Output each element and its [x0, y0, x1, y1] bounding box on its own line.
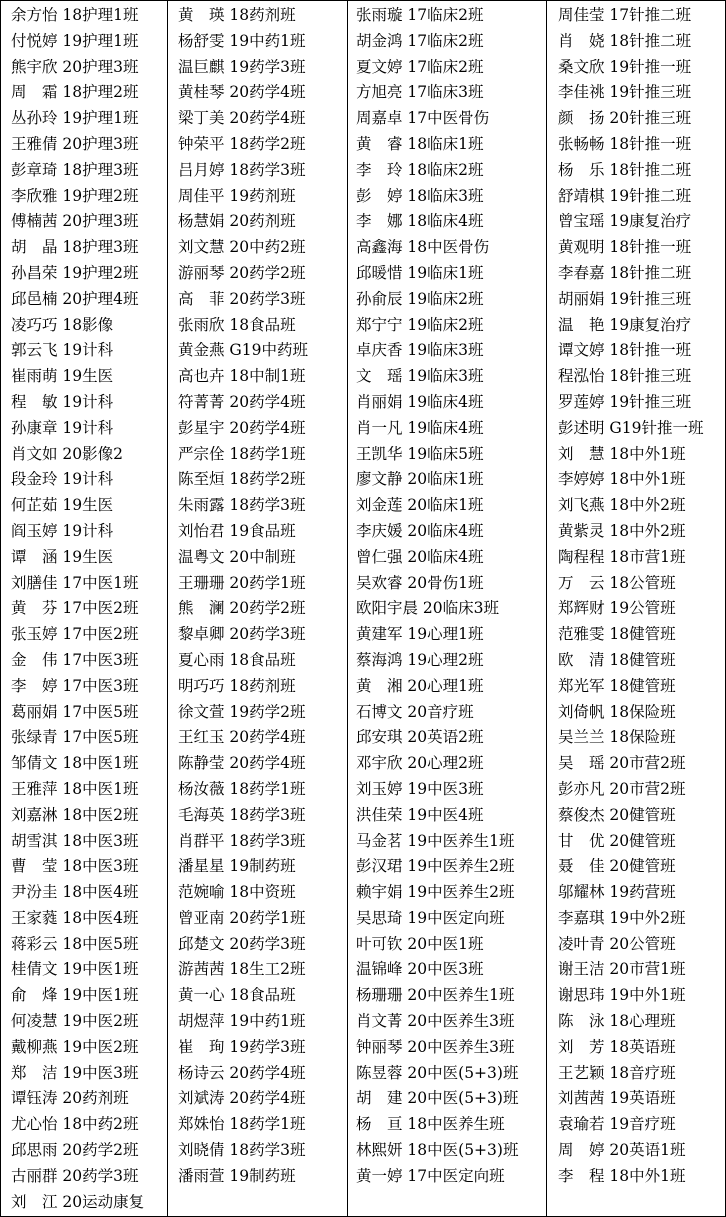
list-entry: 程 敏 19计科: [11, 392, 114, 411]
list-entry: 杨 亘 18中医养生班: [356, 1115, 505, 1134]
list-entry: 欧阳宇晨 20临床3班: [356, 599, 500, 618]
list-entry: 吴思琦 19中医定向班: [356, 908, 505, 927]
list-entry: 张玉婷 17中医2班: [11, 625, 139, 644]
list-entry: 夏心雨 18食品班: [178, 650, 296, 669]
list-entry: 王艺颖 18音疗班: [558, 1063, 676, 1082]
column-4: [547, 1, 725, 1216]
list-entry: 夏文婷 17临床2班: [356, 57, 484, 76]
list-entry: 吴欢睿 20骨伤1班: [356, 573, 484, 592]
list-entry: 温粤文 20中制班: [178, 547, 296, 566]
list-entry: 甘 优 20健管班: [558, 831, 676, 850]
list-entry: 黄一心 18食品班: [178, 986, 296, 1005]
list-entry: 邬耀林 19药营班: [558, 883, 676, 902]
list-entry: 彭章琦 18护理3班: [11, 160, 139, 179]
list-entry: 邱思雨 20药学2班: [11, 1141, 139, 1160]
list-entry: 阎玉婷 19计科: [11, 521, 114, 540]
list-entry: 郑光军 18健管班: [558, 676, 676, 695]
list-entry: 邱楚文 20药学3班: [178, 934, 306, 953]
list-entry: 王珊珊 20药学1班: [178, 573, 306, 592]
list-entry: 杨慧娟 20药剂班: [178, 212, 296, 231]
list-entry: 高鑫海 18中医骨伤: [356, 238, 490, 257]
list-entry: 肖群平 18药学3班: [178, 831, 306, 850]
list-entry: 凌叶青 20公管班: [558, 934, 676, 953]
list-entry: 李佳祧 19针推三班: [558, 83, 692, 102]
list-entry: 李 婷 17中医3班: [11, 676, 139, 695]
list-entry: 袁瑜若 19音疗班: [558, 1115, 676, 1134]
list-entry: 谢王洁 20市营1班: [558, 960, 686, 979]
list-entry: 范婉喻 18中资班: [178, 883, 296, 902]
list-entry: 方旭亮 17临床3班: [356, 83, 484, 102]
list-entry: 郑 洁 19中医3班: [11, 1063, 139, 1082]
list-entry: 胡金鸿 17临床2班: [356, 31, 484, 50]
list-entry: 周 霜 18护理2班: [11, 83, 139, 102]
list-entry: 黄金燕 G19中药班: [178, 341, 309, 360]
list-entry: 聂 佳 20健管班: [558, 857, 676, 876]
list-entry: 黄 芬 17中医2班: [11, 599, 139, 618]
column-2: [168, 1, 348, 1216]
list-entry: 林熙妍 18中医(5+3)班: [356, 1141, 519, 1160]
list-entry: 徐文萱 19药学2班: [178, 702, 306, 721]
list-entry: 卓庆香 19临床3班: [356, 341, 484, 360]
list-entry: 李欣雅 19护理2班: [11, 186, 139, 205]
list-entry: 温 艳 19康复治疗: [558, 315, 692, 334]
list-entry: 谭 涵 19生医: [11, 547, 114, 566]
list-entry: 郑宁宁 19临床2班: [356, 315, 484, 334]
list-entry: 黄观明 18针推一班: [558, 238, 692, 257]
list-entry: 蔡俊杰 20健管班: [558, 805, 676, 824]
list-entry: 李春嘉 18针推二班: [558, 263, 692, 282]
list-entry: 谢思玮 19中外1班: [558, 986, 686, 1005]
list-entry: 赖宇娟 19中医养生2班: [356, 883, 515, 902]
list-entry: 杨 乐 18针推二班: [558, 160, 692, 179]
list-entry: 邹倩文 18中医1班: [11, 754, 139, 773]
list-entry: 余方怡 18护理1班: [11, 6, 139, 24]
list-entry: 黄紫灵 18中外2班: [558, 521, 686, 540]
list-entry: 颜 扬 20针推三班: [558, 109, 692, 128]
list-entry: 刘斌涛 20药学4班: [178, 1089, 306, 1108]
list-entry: 刘嘉淋 18中医2班: [11, 805, 139, 824]
list-entry: 彭汉珺 19中医养生2班: [356, 857, 515, 876]
list-entry: 张绿青 17中医5班: [11, 728, 139, 747]
list-entry: 严宗佺 18药学1班: [178, 444, 306, 463]
list-entry: 范雅雯 18健管班: [558, 625, 676, 644]
list-entry: 肖一凡 19临床4班: [356, 418, 484, 437]
list-entry: 孙康章 19计科: [11, 418, 114, 437]
list-entry: 邱暖惜 19临床1班: [356, 263, 484, 282]
list-entry: 何芷茹 19生医: [11, 496, 114, 515]
list-entry: 刘玉婷 19中医3班: [356, 779, 484, 798]
list-entry: 肖文菁 20中医养生3班: [356, 1012, 515, 1031]
list-entry: 欧 清 18健管班: [558, 650, 676, 669]
list-entry: 俞 烽 19中医1班: [11, 986, 139, 1005]
list-entry: 吴 瑶 20市营2班: [558, 754, 686, 773]
list-entry: 曾宝瑶 19康复治疗: [558, 212, 692, 231]
list-entry: 杨诗云 20药学4班: [178, 1063, 306, 1082]
list-entry: 钟丽琴 20中医养生3班: [356, 1037, 515, 1056]
list-entry: 温巨麒 19药学3班: [178, 57, 306, 76]
list-entry: 周 婷 20英语1班: [558, 1141, 686, 1160]
list-entry: 孙俞辰 19临床2班: [356, 289, 484, 308]
list-entry: 崔 珣 19药学3班: [178, 1037, 306, 1056]
list-entry: 古丽群 20药学3班: [11, 1166, 139, 1185]
column-1: [1, 1, 168, 1216]
list-entry: 陈昱蓉 20中医(5+3)班: [356, 1063, 519, 1082]
list-entry: 朱雨露 18药学3班: [178, 496, 306, 515]
column-3: [348, 1, 547, 1216]
list-entry: 金 伟 17中医3班: [11, 650, 139, 669]
list-entry: 杨珊珊 20中医养生1班: [356, 986, 515, 1005]
list-entry: 傅楠茜 20护理3班: [11, 212, 139, 231]
list-entry: 潘星星 19制药班: [178, 857, 296, 876]
list-entry: 周嘉卓 17中医骨伤: [356, 109, 490, 128]
list-entry: 李 玲 18临床2班: [356, 160, 484, 179]
list-entry: 邓宇欣 20心理2班: [356, 754, 484, 773]
list-entry: 彭星宇 20药学4班: [178, 418, 306, 437]
list-entry: 刘膳佳 17中医1班: [11, 573, 139, 592]
list-entry: 刘怡君 19食品班: [178, 521, 296, 540]
list-entry: 万 云 18公管班: [558, 573, 676, 592]
list-entry: 肖 娆 18针推二班: [558, 31, 692, 50]
list-entry: 程泓怡 18针推三班: [558, 367, 692, 386]
list-entry: 刘飞燕 18中外2班: [558, 496, 686, 515]
list-entry: 桂倩文 19中医1班: [11, 960, 139, 979]
list-entry: 彭 婷 18临床3班: [356, 186, 484, 205]
list-entry: 吴兰兰 18保险班: [558, 728, 676, 747]
list-entry: 陈至烜 18药学2班: [178, 470, 306, 489]
list-entry: 刘 江 20运动康复: [11, 1192, 145, 1211]
list-entry: 刘晓倩 18药学3班: [178, 1141, 306, 1160]
list-entry: 李婷婷 18中外1班: [558, 470, 686, 489]
list-entry: 李嘉琪 19中外2班: [558, 908, 686, 927]
list-entry: 郭云飞 19计科: [11, 341, 114, 360]
list-entry: 李庆媛 20临床4班: [356, 521, 484, 540]
list-entry: 曾仁强 20临床4班: [356, 547, 484, 566]
list-entry: 郑姝怡 18药学1班: [178, 1115, 306, 1134]
list-entry: 张畅畅 18针推一班: [558, 134, 692, 153]
list-entry: 陈静莹 20药学4班: [178, 754, 306, 773]
list-entry: 蒋彩云 18中医5班: [11, 934, 139, 953]
list-entry: 刘金莲 20临床1班: [356, 496, 484, 515]
list-entry: 葛丽娟 17中医5班: [11, 702, 139, 721]
list-entry: 陶程程 18市营1班: [558, 547, 686, 566]
list-entry: 高 菲 20药学3班: [178, 289, 306, 308]
list-entry: 凌巧巧 18影像: [11, 315, 114, 334]
list-entry: 肖文如 20影像2: [11, 444, 124, 463]
list-entry: 游丽琴 20药学2班: [178, 263, 306, 282]
list-entry: 胡丽娟 19针推三班: [558, 289, 692, 308]
list-entry: 付悦婷 19护理1班: [11, 31, 139, 50]
list-entry: 尹汾圭 18中医4班: [11, 883, 139, 902]
list-entry: 游茜茜 18生工2班: [178, 960, 306, 979]
list-entry: 叶可钦 20中医1班: [356, 934, 484, 953]
list-entry: 潘雨萱 19制药班: [178, 1166, 296, 1185]
list-entry: 黄一婷 17中医定向班: [356, 1166, 505, 1185]
list-entry: 罗莲婷 19针推三班: [558, 392, 692, 411]
list-entry: 石博文 20音疗班: [356, 702, 474, 721]
list-entry: 谭文婷 18针推一班: [558, 341, 692, 360]
list-entry: 杨舒雯 19中药1班: [178, 31, 306, 50]
list-entry: 彭述明 G19针推一班: [558, 418, 704, 437]
list-entry: 刘倚帆 18保险班: [558, 702, 676, 721]
list-entry: 周佳平 19药剂班: [178, 186, 296, 205]
list-entry: 谭钰涛 20药剂班: [11, 1089, 129, 1108]
list-entry: 梁丁美 20药学4班: [178, 109, 306, 128]
list-entry: 黄建军 19心理1班: [356, 625, 484, 644]
list-entry: 刘 芳 18英语班: [558, 1037, 676, 1056]
list-entry: 胡 建 20中医(5+3)班: [356, 1089, 519, 1108]
list-entry: 郑辉财 19公管班: [558, 599, 676, 618]
list-entry: 舒靖棋 19针推二班: [558, 186, 692, 205]
list-entry: 文 瑶 19临床3班: [356, 367, 484, 386]
list-entry: 胡 晶 18护理3班: [11, 238, 139, 257]
list-entry: 曹 莹 18中医3班: [11, 857, 139, 876]
list-entry: 符菁菁 20药学4班: [178, 392, 306, 411]
list-entry: 蔡海鸿 19心理2班: [356, 650, 484, 669]
list-entry: 熊 澜 20药学2班: [178, 599, 306, 618]
list-entry: 邱邑楠 20护理4班: [11, 289, 139, 308]
list-entry: 张雨欣 18食品班: [178, 315, 296, 334]
list-entry: 明巧巧 18药剂班: [178, 676, 296, 695]
list-entry: 刘文慧 20中药2班: [178, 238, 306, 257]
list-entry: 黄 湘 20心理1班: [356, 676, 484, 695]
list-entry: 尤心怡 18中药2班: [11, 1115, 139, 1134]
list-entry: 温锦峰 20中医3班: [356, 960, 484, 979]
list-entry: 钟荣平 18药学2班: [178, 134, 306, 153]
list-entry: 廖文静 20临床1班: [356, 470, 484, 489]
list-entry: 崔雨萌 19生医: [11, 367, 114, 386]
list-entry: 黄桂琴 20药学4班: [178, 83, 306, 102]
list-entry: 曾亚南 20药学1班: [178, 908, 306, 927]
list-entry: 邱安琪 20英语2班: [356, 728, 484, 747]
list-entry: 段金玲 19计科: [11, 470, 114, 489]
list-entry: 马金茗 19中医养生1班: [356, 831, 515, 850]
list-entry: 孙昌荣 19护理2班: [11, 263, 139, 282]
list-entry: 桑文欣 19针推一班: [558, 57, 692, 76]
list-entry: 戴柳燕 19中医2班: [11, 1037, 139, 1056]
list-entry: 胡煜萍 19中药1班: [178, 1012, 306, 1031]
list-entry: 周佳莹 17针推二班: [558, 6, 692, 24]
list-entry: 李 娜 18临床4班: [356, 212, 484, 231]
list-entry: 胡雪淇 18中医3班: [11, 831, 139, 850]
list-entry: 刘 慧 18中外1班: [558, 444, 686, 463]
list-entry: 肖丽娟 19临床4班: [356, 392, 484, 411]
list-entry: 王凯华 19临床5班: [356, 444, 484, 463]
list-entry: 王雅倩 20护理3班: [11, 134, 139, 153]
list-entry: 黎卓卿 20药学3班: [178, 625, 306, 644]
list-entry: 彭亦凡 20市营2班: [558, 779, 686, 798]
list-entry: 黄 瑛 18药剂班: [178, 6, 296, 24]
list-entry: 丛孙玲 19护理1班: [11, 109, 139, 128]
list-entry: 吕月婷 18药学3班: [178, 160, 306, 179]
list-entry: 高也卉 18中制1班: [178, 367, 306, 386]
list-entry: 黄 睿 18临床1班: [356, 134, 484, 153]
list-entry: 李 程 18中外1班: [558, 1166, 686, 1185]
list-entry: 杨汝薇 18药学1班: [178, 779, 306, 798]
list-entry: 毛海英 18药学3班: [178, 805, 306, 824]
list-entry: 陈 泳 18心理班: [558, 1012, 676, 1031]
list-entry: 王红玉 20药学4班: [178, 728, 306, 747]
list-entry: 张雨璇 17临床2班: [356, 6, 484, 24]
list-entry: 王雅萍 18中医1班: [11, 779, 139, 798]
list-entry: 熊宇欣 20护理3班: [11, 57, 139, 76]
list-entry: 王家蕤 18中医4班: [11, 908, 139, 927]
list-entry: 洪佳荣 19中医4班: [356, 805, 484, 824]
list-entry: 何凌慧 19中医2班: [11, 1012, 139, 1031]
list-entry: 刘茜茜 19英语班: [558, 1089, 676, 1108]
